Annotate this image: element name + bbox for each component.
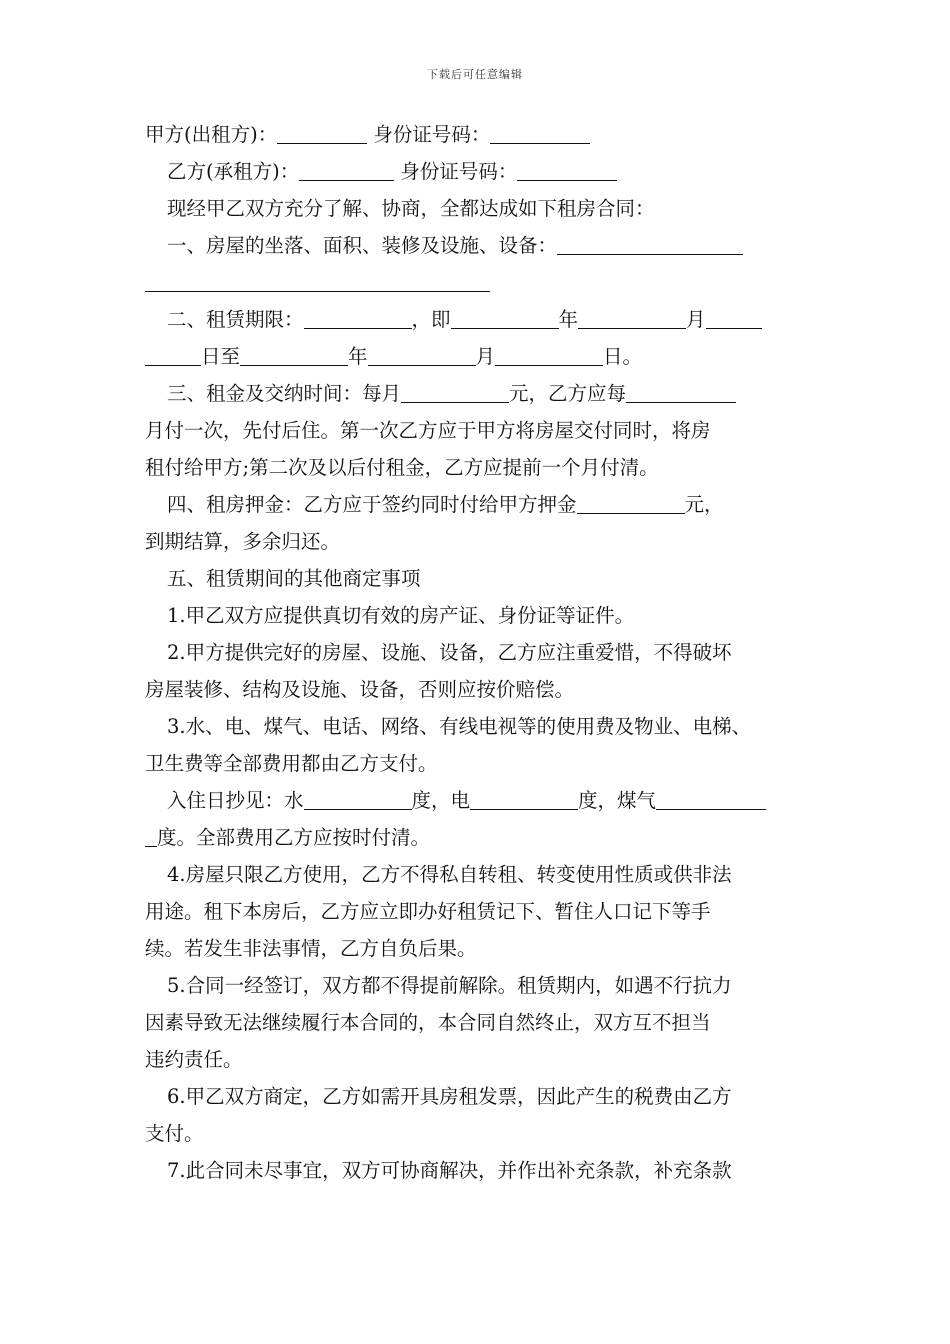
line-text: 度。全部费用乙方应按时付清。 [157, 826, 431, 849]
contract-line [145, 930, 810, 967]
contract-line [145, 1078, 810, 1115]
contract-line [145, 523, 810, 560]
fill-in-blank [656, 790, 766, 811]
contract-line [145, 597, 810, 634]
fill-in-blank [145, 346, 201, 367]
line-text: 续。若发生非法事情，乙方自负后果。 [145, 937, 477, 960]
line-text: 年 [558, 308, 579, 331]
line-text: 度，煤气 [578, 789, 657, 812]
contract-line [145, 745, 810, 782]
fill-in-blank [240, 346, 348, 367]
line-text: 2.甲方提供完好的房屋、设施、设备，乙方应注重爱惜，不得破坏 [167, 641, 732, 664]
contract-line [145, 153, 810, 190]
contract-line [145, 782, 810, 819]
line-text: 身份证号码： [367, 123, 491, 146]
contract-line [145, 190, 810, 227]
contract-line [145, 375, 810, 412]
fill-in-blank [277, 124, 367, 145]
line-text: 6.甲乙双方商定，乙方如需开具房租发票，因此产生的税费由乙方 [167, 1085, 732, 1108]
fill-in-blank [577, 494, 685, 515]
contract-line [145, 856, 810, 893]
contract-line [145, 1152, 810, 1189]
fill-in-blank [299, 161, 394, 182]
fill-in-blank [626, 383, 736, 404]
contract-line [145, 338, 810, 375]
fill-in-blank [145, 272, 490, 293]
contract-line [145, 412, 810, 449]
line-text: 5.合同一经签订，双方都不得提前解除。租赁期内，如遇不行抗力 [167, 974, 732, 997]
line-text: 房屋装修、结构及设施、设备，否则应按价赔偿。 [145, 678, 575, 701]
line-text: 月 [686, 308, 706, 331]
fill-in-blank [304, 790, 412, 811]
contract-line [145, 301, 810, 338]
fill-in-blank [557, 235, 743, 256]
fill-in-blank [706, 309, 762, 330]
fill-in-blank [470, 790, 578, 811]
line-text: 身份证号码： [394, 160, 518, 183]
line-text: 7.此合同未尽事宜，双方可协商解决，并作出补充条款，补充条款 [167, 1159, 732, 1182]
contract-line [145, 671, 810, 708]
contract-line [145, 1004, 810, 1041]
contract-body [145, 116, 810, 1189]
line-text: 三、租金及交纳时间：每月 [167, 382, 402, 405]
page-header: 下载后可任意编辑 [427, 68, 523, 81]
line-text: 支付。 [145, 1122, 204, 1145]
contract-line [145, 819, 810, 856]
contract-line [145, 1041, 810, 1078]
line-text: 租付给甲方;第二次及以后付租金，乙方应提前一个月付清。 [145, 456, 659, 479]
line-text: 年 [348, 345, 368, 368]
contract-line [145, 264, 810, 301]
line-text: 日至 [201, 345, 241, 368]
contract-line [145, 634, 810, 671]
line-text: 现经甲乙双方充分了解、协商，全都达成如下租房合同： [167, 197, 655, 220]
line-text: 4.房屋只限乙方使用，乙方不得私自转租、转变使用性质或供非法 [167, 863, 732, 886]
fill-in-blank [401, 383, 509, 404]
line-text: 3.水、电、煤气、电话、网络、有线电视等的使用费及物业、电梯、 [167, 715, 752, 738]
line-text: 度，电 [411, 789, 471, 812]
line-text: 元， [684, 493, 724, 516]
contract-line [145, 893, 810, 930]
fill-in-blank [304, 309, 412, 330]
line-text: 用途。租下本房后，乙方应立即办好租赁记下、暂住人口记下等手 [145, 900, 711, 923]
line-text: 乙方(承租方)： [167, 160, 300, 183]
line-text: 四、租房押金：乙方应于签约同时付给甲方押金 [167, 493, 577, 516]
line-text: 因素导致无法继续履行本合同的，本合同自然终止，双方互不担当 [145, 1011, 711, 1034]
contract-line [145, 560, 810, 597]
line-text: 日。 [603, 345, 643, 368]
line-text: 卫生费等全部费用都由乙方支付。 [145, 752, 438, 775]
contract-line [145, 449, 810, 486]
line-text: 二、租赁期限： [167, 308, 304, 331]
contract-line [145, 116, 810, 153]
contract-line [145, 708, 810, 745]
fill-in-blank [578, 309, 686, 330]
line-text: 1.甲乙双方应提供真切有效的房产证、身份证等证件。 [167, 604, 635, 627]
line-text: 月付一次，先付后住。第一次乙方应于甲方将房屋交付同时，将房 [145, 419, 711, 442]
line-text: 甲方(出租方)： [145, 123, 278, 146]
fill-in-blank [368, 346, 476, 367]
contract-line [145, 967, 810, 1004]
line-text: 五、租赁期间的其他商定事项 [167, 567, 421, 590]
fill-in-blank [495, 346, 603, 367]
contract-line [145, 1115, 810, 1152]
line-text: ，即 [411, 308, 451, 331]
line-text: 元，乙方应每 [509, 382, 627, 405]
line-text: 入住日抄见：水 [167, 789, 304, 812]
contract-line [145, 486, 810, 523]
line-text: 月 [475, 345, 496, 368]
line-text: 到期结算，多余归还。 [145, 530, 341, 553]
fill-in-blank [517, 161, 617, 182]
fill-in-blank [451, 309, 559, 330]
line-text: 违约责任。 [145, 1048, 243, 1071]
line-text: 一、房屋的坐落、面积、装修及设施、设备： [167, 234, 558, 257]
contract-line [145, 227, 810, 264]
fill-in-blank [490, 124, 590, 145]
fill-in-blank [145, 827, 157, 848]
